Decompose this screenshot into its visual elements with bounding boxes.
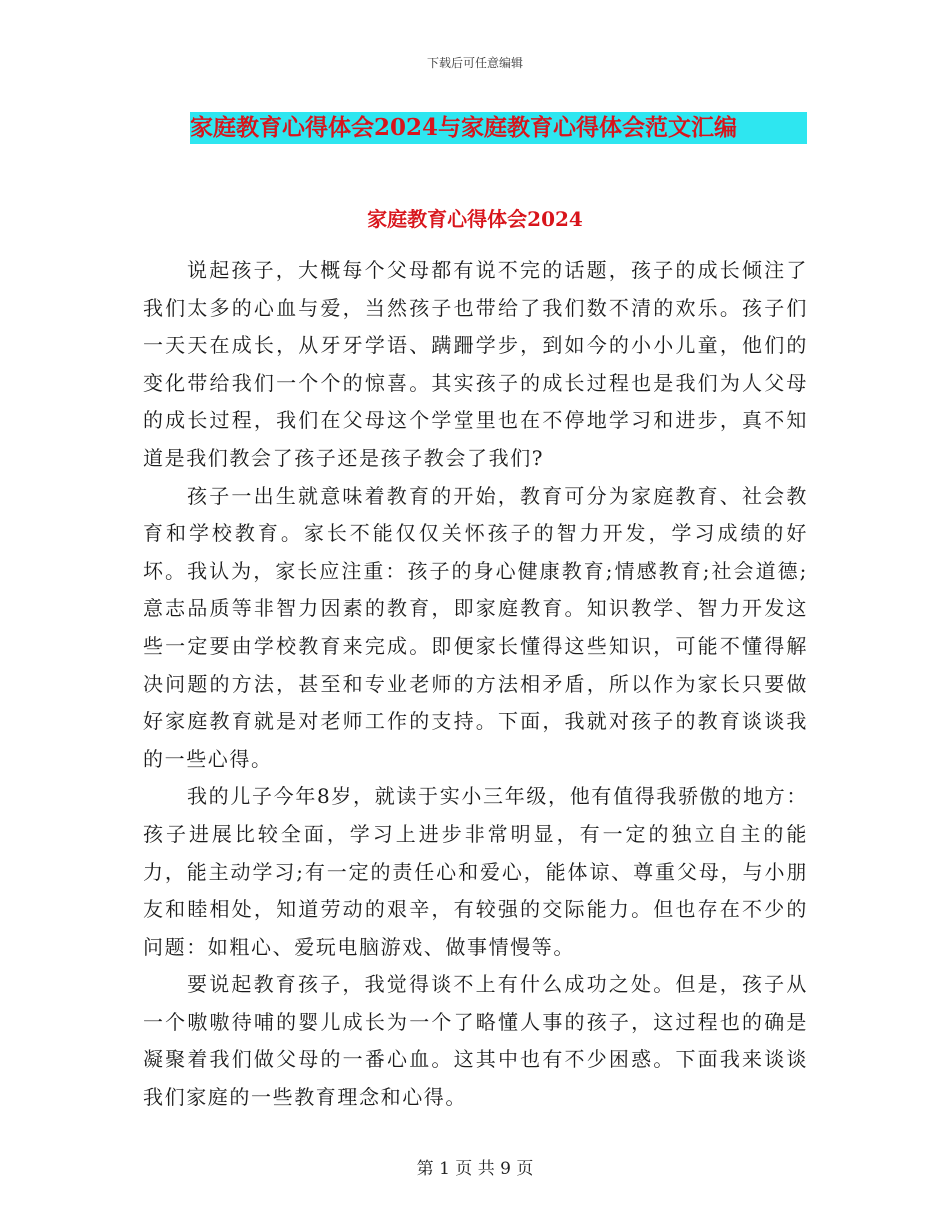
header-note: 下载后可任意编辑 — [426, 56, 523, 70]
document-title: 家庭教育心得体会2024与家庭教育心得体会范文汇编 — [190, 112, 807, 144]
paragraph: 说起孩子，大概每个父母都有说不完的话题，孩子的成长倾注了我们太多的心血与爱，当然孩子也带给了我们数不清的欢乐。孩子们一天天在成长，从牙牙学语、蹒跚学步，到如今的小小儿童，他们的变化带给我们一个个的惊喜。其实孩子的成长过程也是我们为人父母的成长过程，我们在父母这个学堂里也在不停地学习和进步，真不知道是我们教会了孩子还是孩子教会了我们? — [143, 258, 808, 470]
section-title: 家庭教育心得体会2024 — [367, 207, 583, 231]
paragraph: 要说起教育孩子，我觉得谈不上有什么成功之处。但是，孩子从一个嗷嗷待哺的婴儿成长为一个了略懂人事的孩子，这过程也的确是凝聚着我们做父母的一番心血。这其中也有不少困惑。下面我来谈谈我们家庭的一些教育理念和心得。 — [143, 972, 808, 1110]
document-body — [143, 252, 808, 1117]
paragraph: 我的儿子今年8岁，就读于实小三年级，他有值得我骄傲的地方：孩子进展比较全面，学习上进步非常明显，有一定的独立自主的能力，能主动学习;有一定的责任心和爱心，能体谅、尊重父母，与小朋友和睦相处，知道劳动的艰辛，有较强的交际能力。但也存在不少的问题：如粗心、爱玩电脑游戏、做事情慢等。 — [143, 784, 808, 959]
page-number: 第 1 页 共 9 页 — [416, 1159, 534, 1179]
paragraph: 孩子一出生就意味着教育的开始，教育可分为家庭教育、社会教育和学校教育。家长不能仅仅关怀孩子的智力开发，学习成绩的好坏。我认为，家长应注重：孩子的身心健康教育;情感教育;社会道德;意志品质等非智力因素的教育，即家庭教育。知识教学、智力开发这些一定要由学校教育来完成。即便家长懂得这些知识，可能不懂得解决问题的方法，甚至和专业老师的方法相矛盾，所以作为家长只要做好家庭教育就是对老师工作的支持。下面，我就对孩子的教育谈谈我的一些心得。 — [143, 483, 808, 771]
